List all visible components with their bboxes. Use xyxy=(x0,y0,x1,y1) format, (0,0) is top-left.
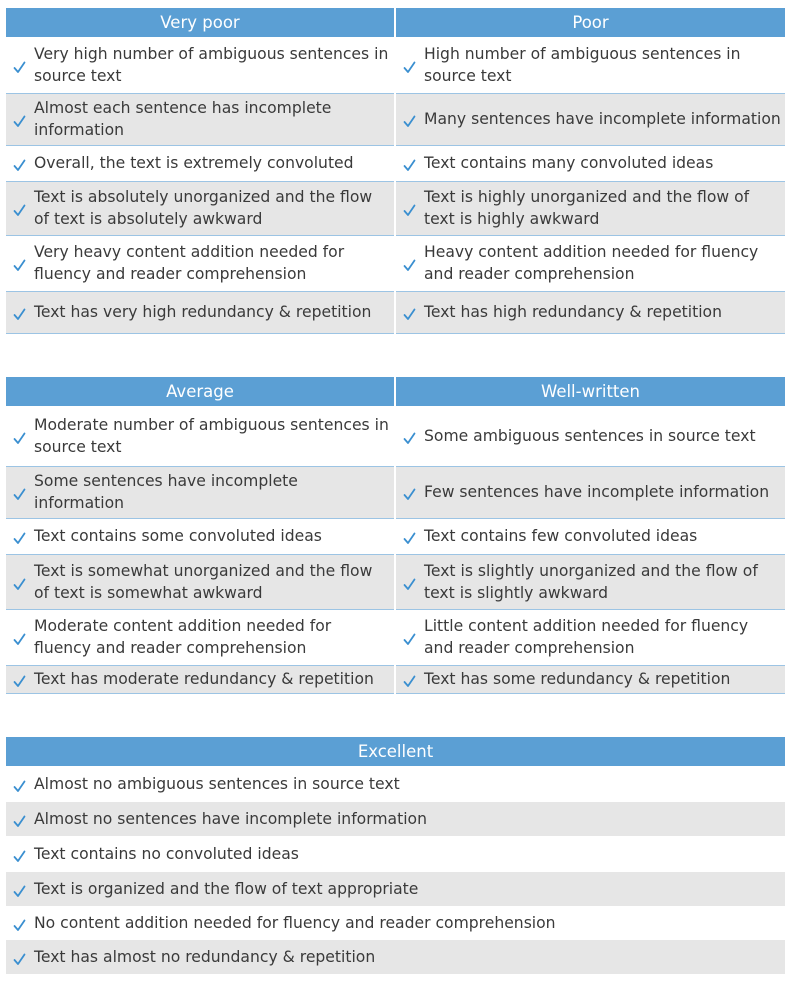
rating-table-average-well-written xyxy=(6,377,785,694)
table-cell xyxy=(6,466,395,518)
table-row xyxy=(6,802,785,836)
criteria-item xyxy=(396,425,785,447)
checkmark-icon xyxy=(13,850,26,863)
criteria-item xyxy=(396,668,785,690)
criteria-item xyxy=(396,301,785,323)
table-row xyxy=(6,766,785,802)
criteria-text: Text has high redundancy & repetition xyxy=(424,303,722,321)
table-row xyxy=(6,609,785,665)
criteria-text: Almost each sentence has incomplete information xyxy=(34,99,332,139)
criteria-text: Some sentences have incomplete information xyxy=(34,472,298,512)
table-row xyxy=(6,145,785,181)
criteria-item xyxy=(6,301,394,323)
table-cell xyxy=(6,181,395,235)
criteria-item xyxy=(6,414,394,458)
checkmark-icon xyxy=(403,488,416,501)
table-cell xyxy=(395,609,785,665)
criteria-text: Text has some redundancy & repetition xyxy=(424,670,731,688)
table-row xyxy=(6,406,785,466)
table-cell xyxy=(395,37,785,93)
criteria-item xyxy=(6,912,785,934)
table-cell xyxy=(6,235,395,291)
table-cell xyxy=(395,406,785,466)
criteria-item xyxy=(6,43,394,87)
table-cell xyxy=(6,872,785,906)
criteria-text: Almost no sentences have incomplete information xyxy=(34,810,427,828)
checkmark-icon xyxy=(13,115,26,128)
table-cell xyxy=(395,466,785,518)
column-header-very-poor: Very poor xyxy=(6,8,395,37)
criteria-text: Very heavy content addition needed for fluency and reader comprehension xyxy=(34,243,345,283)
criteria-text: Few sentences have incomplete information xyxy=(424,483,770,501)
criteria-text: Text is absolutely unorganized and the flow of text is absolutely awkward xyxy=(34,188,373,228)
checkmark-icon xyxy=(13,532,26,545)
checkmark-icon xyxy=(403,432,416,445)
criteria-text: Text contains no convoluted ideas xyxy=(34,845,299,863)
rating-table-excellent xyxy=(6,737,785,974)
rating-table-very-poor-poor xyxy=(6,8,785,334)
criteria-text: Text is organized and the flow of text appropriate xyxy=(34,880,419,898)
criteria-text: Text has almost no redundancy & repetition xyxy=(34,948,376,966)
checkmark-icon xyxy=(13,633,26,646)
table-cell xyxy=(6,802,785,836)
criteria-item xyxy=(6,470,394,514)
table-cell xyxy=(6,906,785,940)
criteria-item xyxy=(396,152,785,174)
criteria-item xyxy=(396,241,785,285)
table-cell xyxy=(395,291,785,333)
checkmark-icon xyxy=(13,885,26,898)
checkmark-icon xyxy=(13,308,26,321)
table-cell xyxy=(395,145,785,181)
criteria-text: Heavy content addition needed for fluency and reader comprehension xyxy=(424,243,759,283)
table-cell xyxy=(395,93,785,145)
column-header-well-written: Well-written xyxy=(395,377,785,406)
table-cell xyxy=(6,836,785,872)
criteria-text: Almost no ambiguous sentences in source text xyxy=(34,775,400,793)
table-cell xyxy=(395,235,785,291)
criteria-item xyxy=(6,97,394,141)
criteria-text: Text is somewhat unorganized and the flow of text is somewhat awkward xyxy=(34,561,373,602)
table-row xyxy=(6,836,785,872)
checkmark-icon xyxy=(13,61,26,74)
table-cell xyxy=(6,940,785,974)
criteria-text: High number of ambiguous sentences in source text xyxy=(424,44,741,85)
criteria-text: Many sentences have incomplete information xyxy=(424,110,781,128)
table-cell xyxy=(6,665,395,693)
checkmark-icon xyxy=(403,204,416,217)
criteria-text: Text has moderate redundancy & repetition xyxy=(34,670,374,688)
table-row xyxy=(6,906,785,940)
checkmark-icon xyxy=(403,308,416,321)
checkmark-icon xyxy=(13,953,26,966)
criteria-item xyxy=(6,808,785,830)
criteria-item xyxy=(6,946,785,968)
criteria-text: Moderate number of ambiguous sentences in source text xyxy=(34,415,389,456)
criteria-item xyxy=(396,108,785,130)
criteria-item xyxy=(396,186,785,230)
checkmark-icon xyxy=(403,633,416,646)
criteria-item xyxy=(396,43,785,87)
table-cell xyxy=(6,609,395,665)
criteria-item xyxy=(396,525,785,547)
criteria-item xyxy=(6,152,394,174)
table-cell xyxy=(395,518,785,554)
column-header-excellent: Excellent xyxy=(6,737,785,766)
criteria-item xyxy=(6,615,394,659)
checkmark-icon xyxy=(13,578,26,591)
checkmark-icon xyxy=(13,919,26,932)
checkmark-icon xyxy=(13,259,26,272)
column-header-poor: Poor xyxy=(395,8,785,37)
table-row xyxy=(6,235,785,291)
criteria-text: Some ambiguous sentences in source text xyxy=(424,426,756,445)
table-row xyxy=(6,518,785,554)
table-row xyxy=(6,93,785,145)
checkmark-icon xyxy=(13,675,26,688)
criteria-text: Text is highly unorganized and the flow of text is highly awkward xyxy=(424,188,750,228)
criteria-item xyxy=(6,773,785,795)
checkmark-icon xyxy=(13,432,26,445)
table-cell xyxy=(6,93,395,145)
table-header-row xyxy=(6,8,785,37)
checkmark-icon xyxy=(13,815,26,828)
column-header-average: Average xyxy=(6,377,395,406)
criteria-text: Moderate content addition needed for fluency and reader comprehension xyxy=(34,617,332,657)
criteria-text: Very high number of ambiguous sentences in source text xyxy=(34,44,389,85)
checkmark-icon xyxy=(13,204,26,217)
table-cell xyxy=(6,37,395,93)
checkmark-icon xyxy=(403,115,416,128)
criteria-item xyxy=(396,560,785,604)
criteria-text: Little content addition needed for fluency and reader comprehension xyxy=(424,617,749,657)
criteria-text: Text contains few convoluted ideas xyxy=(424,527,698,545)
table-cell xyxy=(6,766,785,802)
checkmark-icon xyxy=(403,159,416,172)
checkmark-icon xyxy=(403,675,416,688)
criteria-item xyxy=(6,241,394,285)
criteria-item xyxy=(6,843,785,865)
table-cell xyxy=(395,554,785,609)
checkmark-icon xyxy=(13,780,26,793)
criteria-item xyxy=(396,481,785,503)
criteria-text: Text contains some convoluted ideas xyxy=(34,527,322,545)
table-cell xyxy=(6,406,395,466)
criteria-item xyxy=(6,560,394,604)
criteria-text: No content addition needed for fluency and reader comprehension xyxy=(34,914,556,932)
criteria-item xyxy=(396,615,785,659)
criteria-item xyxy=(6,186,394,230)
table-header-row xyxy=(6,377,785,406)
table-row xyxy=(6,554,785,609)
table-cell xyxy=(6,291,395,333)
table-row xyxy=(6,466,785,518)
checkmark-icon xyxy=(13,159,26,172)
criteria-item xyxy=(6,878,785,900)
criteria-text: Text contains many convoluted ideas xyxy=(424,154,714,172)
checkmark-icon xyxy=(403,532,416,545)
table-cell xyxy=(395,181,785,235)
criteria-text: Text has very high redundancy & repetition xyxy=(34,303,372,321)
table-header-row xyxy=(6,737,785,766)
checkmark-icon xyxy=(403,61,416,74)
table-row xyxy=(6,181,785,235)
checkmark-icon xyxy=(403,259,416,272)
table-row xyxy=(6,940,785,974)
checkmark-icon xyxy=(13,488,26,501)
table-row xyxy=(6,872,785,906)
criteria-text: Text is slightly unorganized and the flow of text is slightly awkward xyxy=(424,561,758,602)
criteria-item xyxy=(6,668,394,690)
criteria-item xyxy=(6,525,394,547)
table-cell xyxy=(395,665,785,693)
table-cell xyxy=(6,518,395,554)
criteria-text: Overall, the text is extremely convoluted xyxy=(34,154,354,172)
checkmark-icon xyxy=(403,578,416,591)
table-cell xyxy=(6,554,395,609)
table-row xyxy=(6,665,785,693)
table-row xyxy=(6,37,785,93)
table-row xyxy=(6,291,785,333)
table-cell xyxy=(6,145,395,181)
